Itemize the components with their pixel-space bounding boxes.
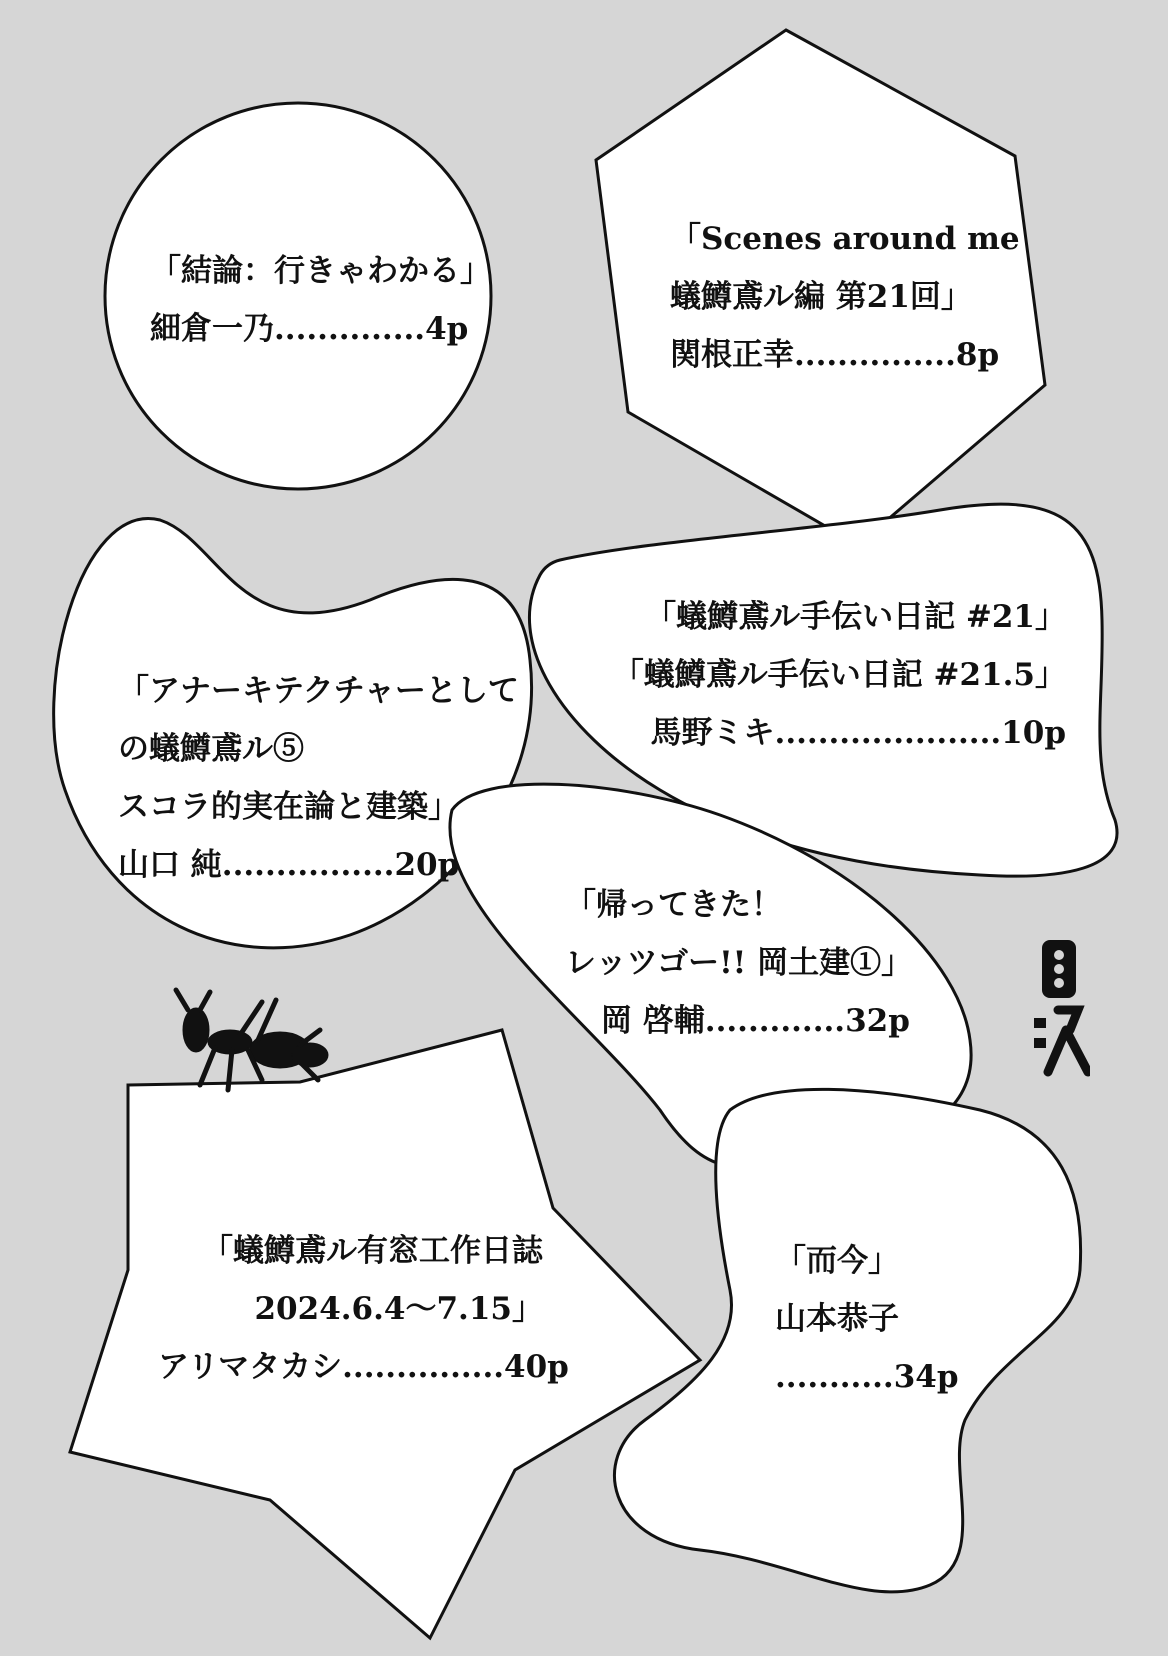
entry-5-title-line-1: 「帰ってきた！ xyxy=(565,887,782,923)
entry-3-author-line: 山口 純................20p xyxy=(118,847,460,883)
entry-3-title-line-1: 「アナーキテクチャーとして xyxy=(118,673,519,709)
entry-6-title-line-1: 「蟻鱒鳶ル有窓工作日誌 xyxy=(202,1233,543,1269)
toc-entry-1[interactable] xyxy=(150,242,491,358)
entry-7-author-line: ...........34p xyxy=(775,1359,959,1395)
heading-mokuji xyxy=(1030,938,1090,1078)
entry-2-title-line-2: 蟻鱒鳶ル編 第21回」 xyxy=(670,279,972,315)
entry-6-author-line: アリマタカシ...............40p xyxy=(158,1349,569,1385)
entry-4-author-line: 馬野ミキ.....................10p xyxy=(650,715,1066,751)
ant-icon xyxy=(176,990,328,1090)
entry-4-title-line-1: 「蟻鱒鳶ル手伝い日記 #21」 xyxy=(645,599,1066,635)
entry-2-author-line: 関根正幸...............8p xyxy=(670,337,1000,373)
entry-4-title-line-2: 「蟻鱒鳶ル手伝い日記 #21.5」 xyxy=(612,657,1066,693)
entry-7-title-line-1: 「而今」 xyxy=(775,1243,899,1279)
entry-2-title-line-1: 「Scenes around me xyxy=(670,221,1020,257)
toc-entry-7[interactable] xyxy=(775,1232,959,1406)
toc-entry-4[interactable] xyxy=(606,588,1066,762)
entry-5-title-line-2: レッツゴー!! 岡土建①」 xyxy=(565,945,913,981)
toc-entry-3[interactable] xyxy=(118,662,519,894)
entry-3-title-line-2: の蟻鱒鳶ル⑤ xyxy=(118,731,304,767)
toc-entry-5[interactable] xyxy=(565,876,912,1050)
entry-3-title-line-3: スコラ的実在論と建築」 xyxy=(118,789,459,825)
entry-6-title-line-2: 2024.6.4〜7.15」 xyxy=(254,1291,543,1327)
entry-5-author-line: 岡 啓輔.............32p xyxy=(601,1003,910,1039)
entry-1-title-line-1: 「結論：行きゃわかる」 xyxy=(150,253,491,289)
entry-7-title-line-2: 山本恭子 xyxy=(775,1301,899,1337)
toc-entry-6[interactable] xyxy=(148,1222,569,1396)
entry-1-author-line: 細倉一乃..............4p xyxy=(150,311,469,347)
toc-entry-2[interactable] xyxy=(670,210,1020,384)
